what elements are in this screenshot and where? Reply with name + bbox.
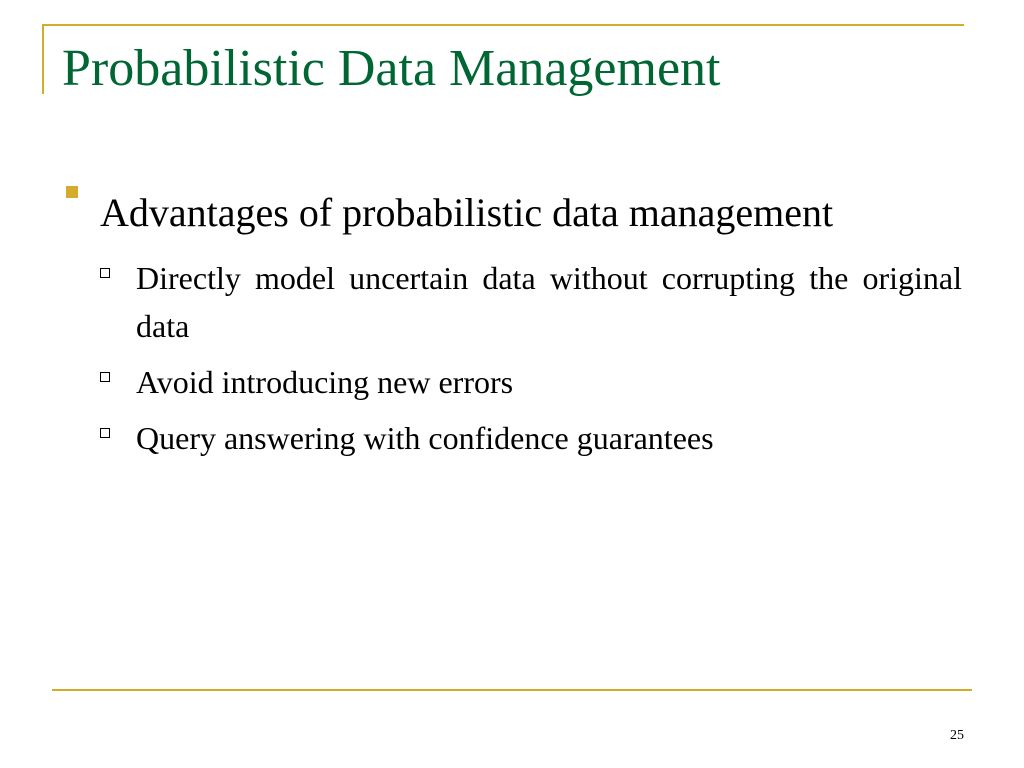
page-number: 25: [950, 728, 964, 743]
checkbox-bullet-icon: [100, 428, 110, 438]
sub-bullet-text: Avoid introducing new errors: [136, 364, 514, 400]
footer-rule: [52, 689, 972, 691]
bullet-text: Advantages of probabilistic data management: [100, 190, 834, 235]
sub-bullet-item: [100, 254, 962, 350]
checkbox-bullet-icon: [100, 268, 110, 278]
frame-top-rule: [42, 24, 964, 26]
sub-bullet-text: Directly model uncertain data without corrupting the original data: [136, 260, 962, 344]
sub-bullet-item: [100, 358, 962, 406]
sub-bullet-text: Query answering with confidence guarantees: [136, 420, 714, 456]
frame-left-rule: [42, 24, 44, 94]
sub-bullet-item: [100, 414, 962, 462]
square-bullet-icon: [66, 186, 78, 198]
slide-title: Probabilistic Data Management: [62, 40, 721, 97]
checkbox-bullet-icon: [100, 372, 110, 382]
